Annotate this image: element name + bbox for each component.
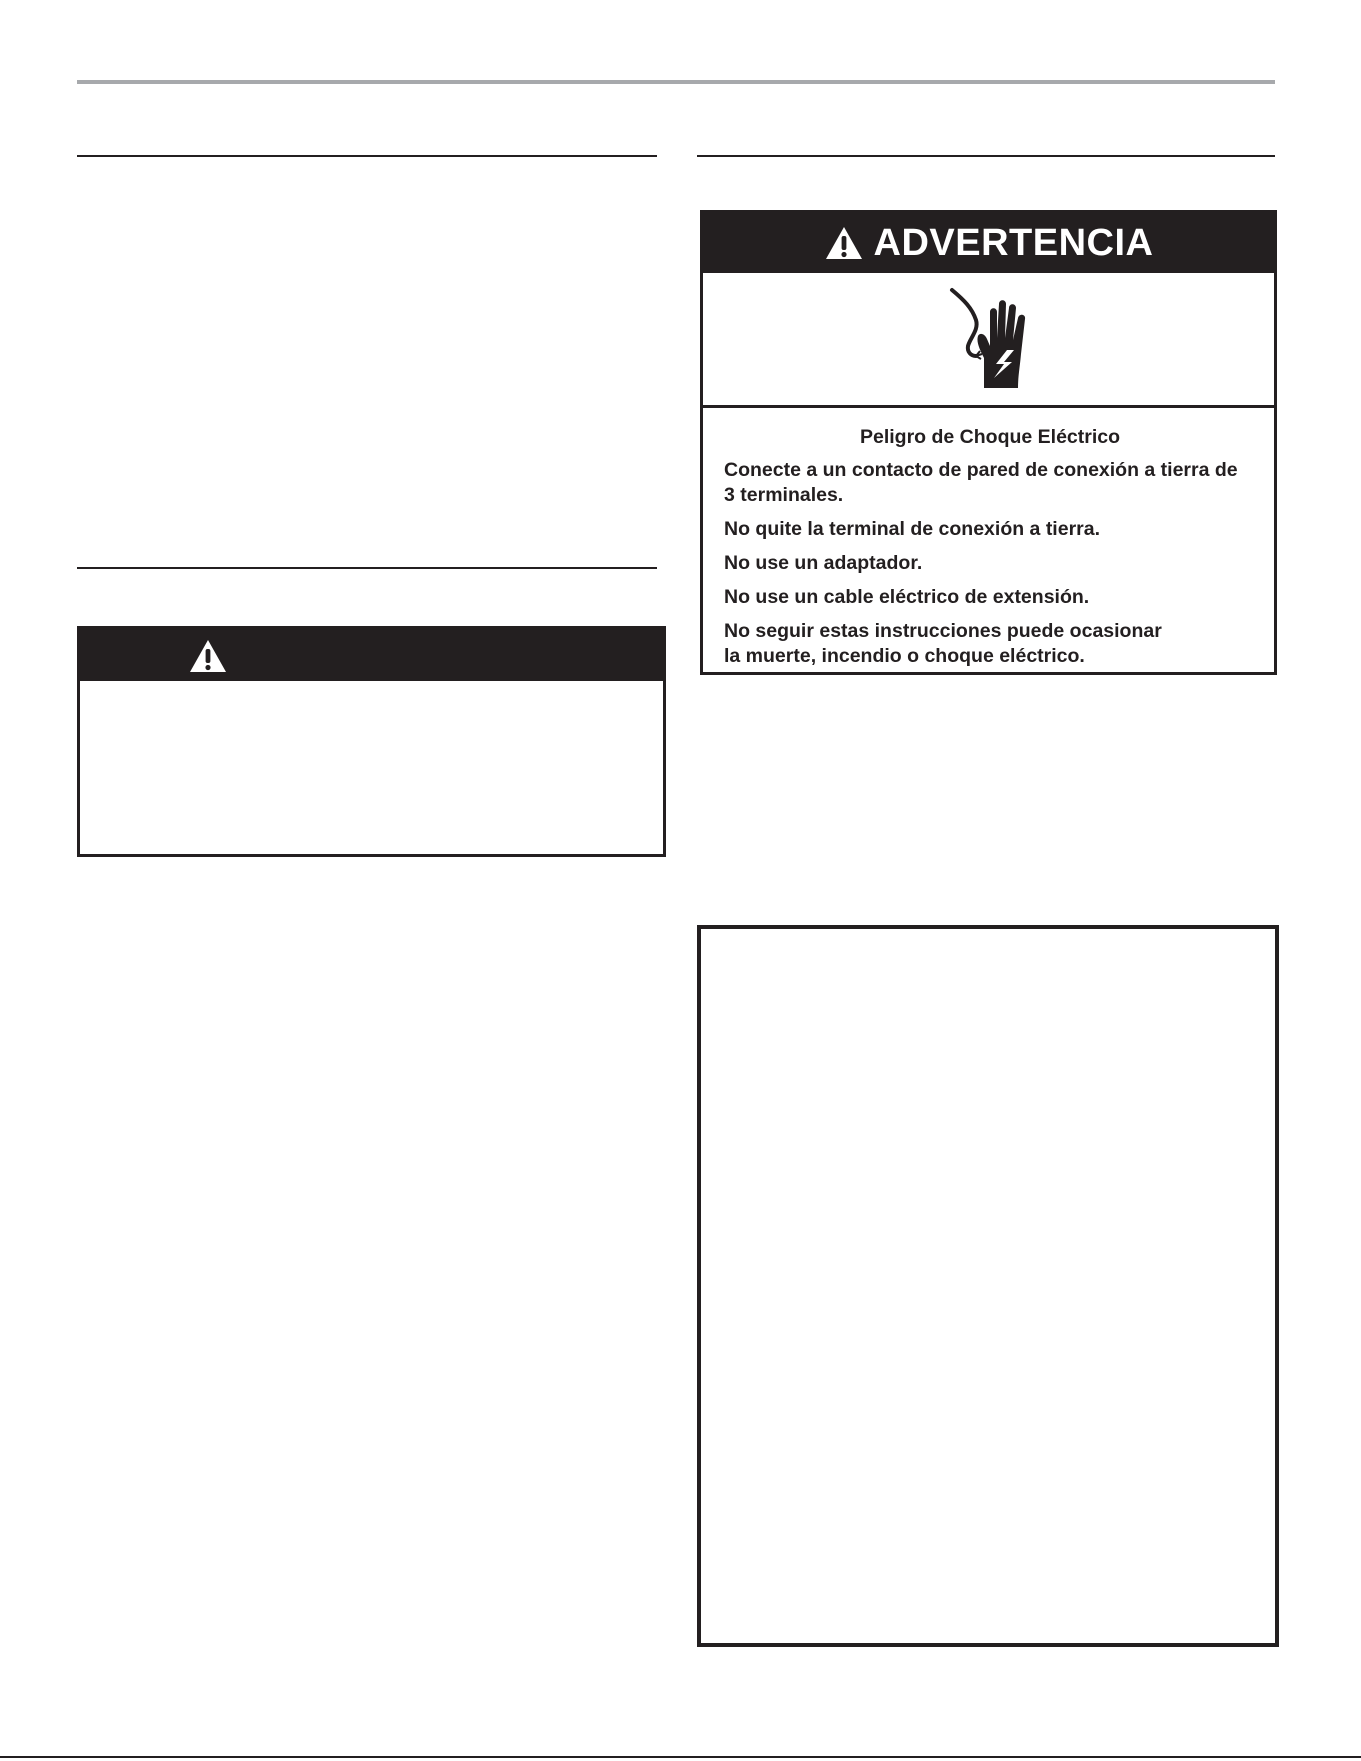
instruction-5 — [724, 619, 1256, 669]
advertencia-header — [703, 213, 1274, 273]
electric-shock-hand-icon — [934, 284, 1044, 394]
instruction-5a: No seguir estas instrucciones puede ocasionar — [724, 620, 1162, 642]
instruction-1 — [724, 458, 1256, 508]
left-warning-box — [77, 626, 666, 857]
instruction-4: No use un cable eléctrico de extensión. — [724, 586, 1090, 608]
page-bottom-rule — [0, 1756, 1361, 1758]
advertencia-divider — [703, 405, 1274, 408]
left-section-rule-2 — [77, 567, 657, 569]
warning-triangle-icon — [188, 638, 228, 674]
advertencia-text — [724, 425, 1256, 669]
advertencia-title: ADVERTENCIA — [873, 221, 1154, 264]
instruction-2: No quite la terminal de conexión a tierra. — [724, 518, 1101, 540]
right-section-rule — [697, 155, 1275, 157]
left-warning-header — [80, 629, 663, 681]
advertencia-box — [700, 210, 1277, 675]
left-section-rule-1 — [77, 155, 657, 157]
instruction-5b: la muerte, incendio o choque eléctrico. — [724, 645, 1085, 667]
page-top-rule — [77, 80, 1275, 84]
warning-triangle-icon — [824, 225, 864, 261]
instruction-3: No use un adaptador. — [724, 552, 923, 574]
instruction-1a: Conecte a un contacto de pared de conexión a tierra de — [724, 459, 1238, 481]
hazard-heading: Peligro de Choque Eléctrico — [859, 426, 1121, 448]
right-empty-box — [697, 925, 1279, 1647]
instruction-1b: 3 terminales. — [724, 484, 844, 506]
shock-icon-area — [703, 273, 1274, 405]
